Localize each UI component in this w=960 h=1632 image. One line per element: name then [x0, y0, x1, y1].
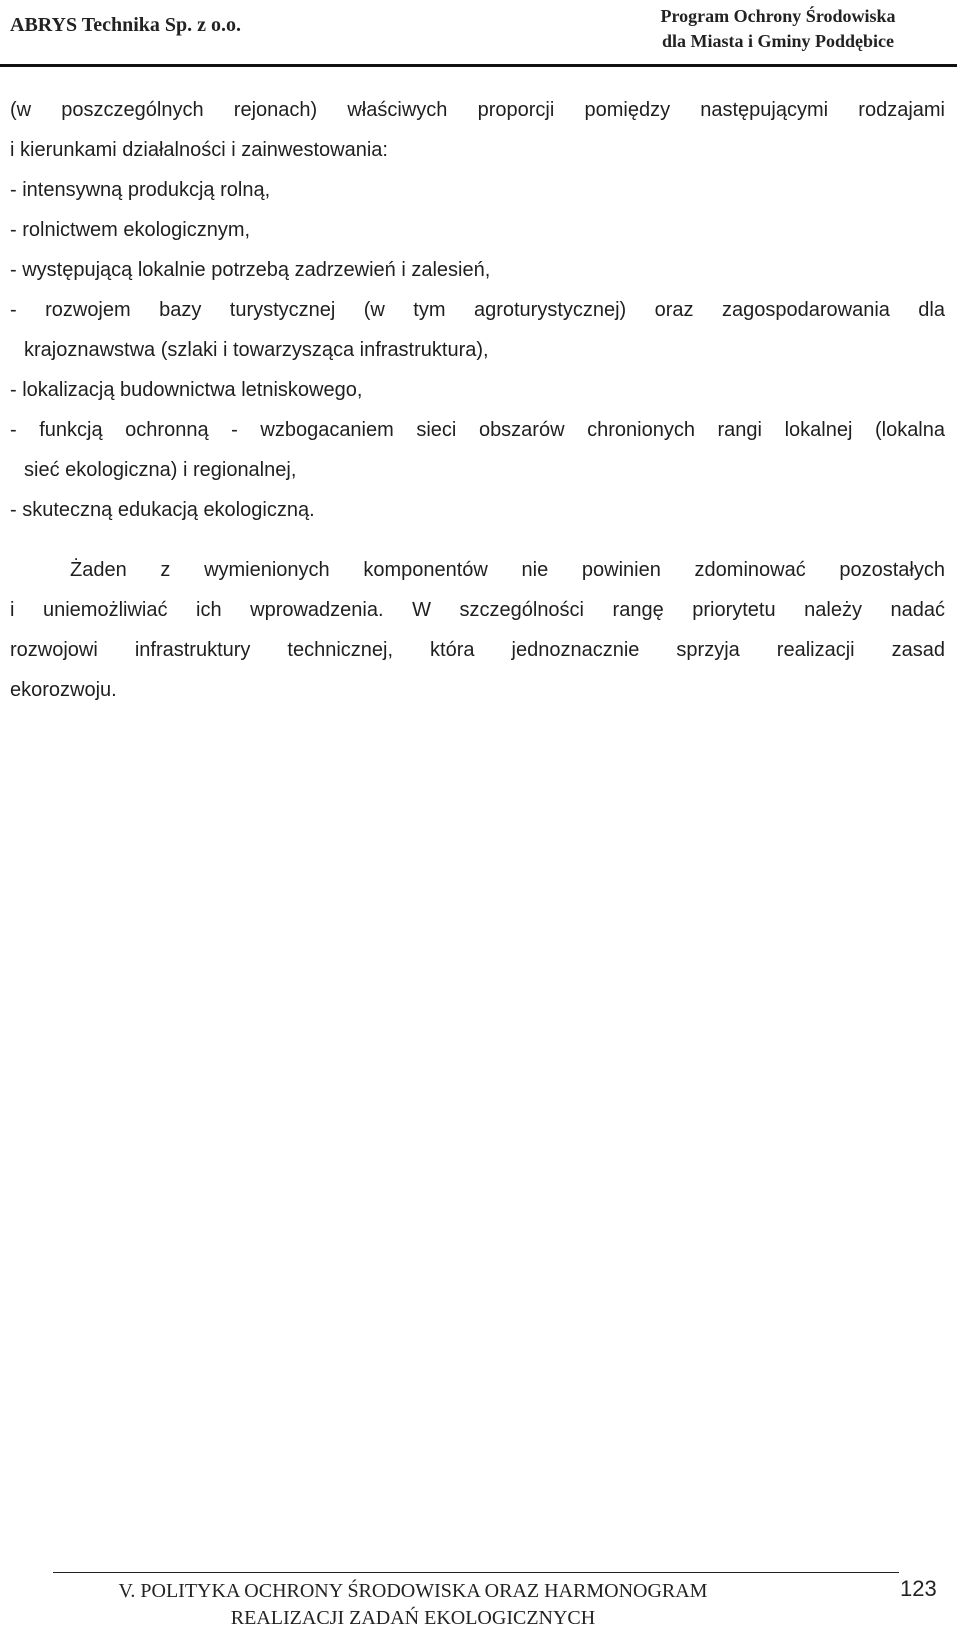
chapter-title-line-2: REALIZACJI ZADAŃ EKOLOGICZNYCH — [230, 1607, 596, 1629]
paragraph-line: rozwojowi infrastruktury technicznej, która jednoznacznie sprzyja realizacji zasad — [10, 639, 945, 661]
list-item: - skuteczną edukacją ekologiczną. — [10, 499, 315, 521]
list-item: - funkcją ochronną - wzbogacaniem sieci obszarów chronionych rangi lokalnej (lokalna — [10, 419, 945, 441]
document-title — [660, 4, 895, 54]
footer-divider — [53, 1572, 899, 1573]
list-item: - rolnictwem ekologicznym, — [10, 219, 251, 241]
chapter-title-line-1: V. POLITYKA OCHRONY ŚRODOWISKA ORAZ HARMONOGRAM — [118, 1580, 708, 1602]
body-line: (w poszczególnych rejonach) właściwych proporcji pomiędzy następującymi rodzajami — [10, 99, 945, 121]
header-divider — [0, 64, 957, 67]
chapter-title — [53, 1578, 773, 1632]
list-item: - lokalizacją budownictwa letniskowego, — [10, 379, 363, 401]
paragraph-gap — [10, 530, 945, 550]
list-item-continuation: sieć ekologiczna) i regionalnej, — [24, 459, 297, 481]
list-item: - występującą lokalnie potrzebą zadrzewień i zalesień, — [10, 259, 491, 281]
body-line: i kierunkami działalności i zainwestowania: — [10, 139, 388, 161]
company-name: ABRYS Technika Sp. z o.o. — [10, 14, 242, 36]
list-item: - intensywną produkcją rolną, — [10, 179, 271, 201]
list-item-continuation: krajoznawstwa (szlaki i towarzysząca infrastruktura), — [24, 339, 489, 361]
document-title-line-1: Program Ochrony Środowiska — [660, 6, 896, 26]
document-title-line-2: dla Miasta i Gminy Poddębice — [661, 31, 894, 51]
paragraph-line: ekorozwoju. — [10, 679, 117, 701]
paragraph-line: i uniemożliwiać ich wprowadzenia. W szczególności rangę priorytetu należy nadać — [10, 599, 945, 621]
page-body — [10, 90, 945, 710]
paragraph-line: Żaden z wymienionych komponentów nie powinien zdominować pozostałych — [70, 559, 945, 581]
list-item: - rozwojem bazy turystycznej (w tym agroturystycznej) oraz zagospodarowania dla — [10, 299, 945, 321]
page-number: 123 — [900, 1576, 937, 1601]
page-header — [0, 0, 960, 70]
